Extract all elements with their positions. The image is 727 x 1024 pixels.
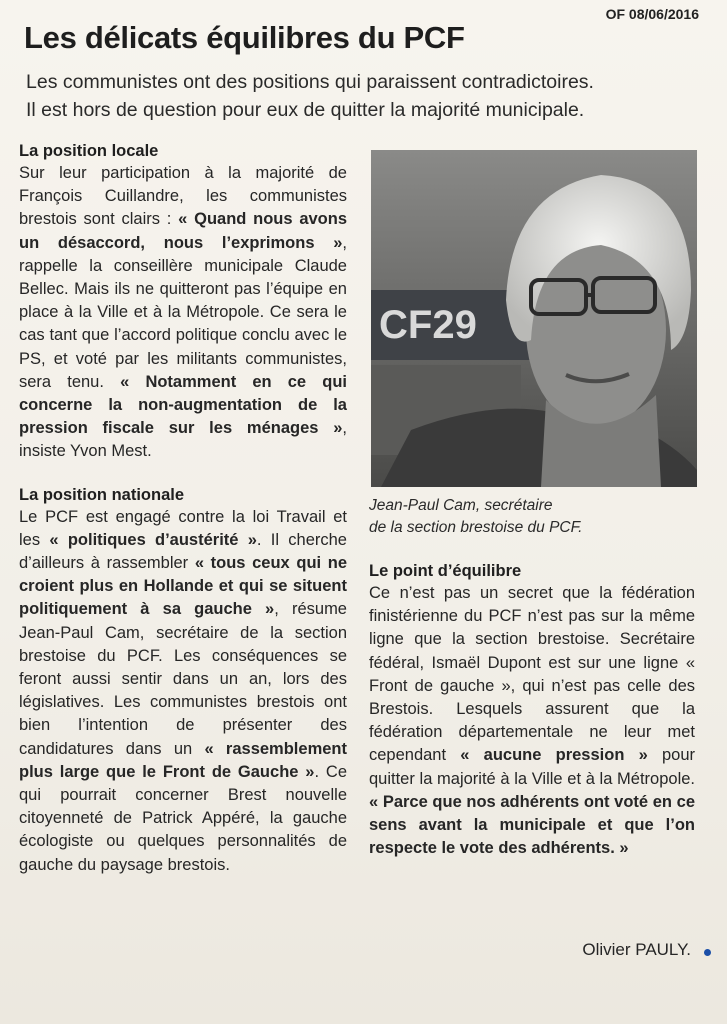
section-title-locale: La position locale	[19, 142, 159, 160]
right-column	[369, 560, 695, 860]
article-lede	[26, 68, 706, 124]
end-dot-icon	[704, 949, 711, 956]
caption-line: de la section brestoise du PCF.	[369, 519, 583, 536]
section-body-nationale: Le PCF est engagé contre la loi Travail et les « politiques d’austérité ». Il cherche d’ailleurs à rassembler « tous ceux qui ne croient plus en Hollande et qui se situent politiquement à sa gauche », résume Jean-Paul Cam, secrétaire de la section brestoise du PCF. Les conséquences se feront aussi sentir dans un an, lors des législatives. Les communistes brestois ont bien l’intention de présenter des candidatures dans un « rassemblement plus large que le Front de Gauche ». Ce qui pourrait concerner Brest nouvelle citoyenneté de Patrick Appéré, la gauche écologiste ou quelques personnalités de gauche du paysage brestois.	[19, 507, 347, 874]
article-headline: Les délicats équilibres du PCF	[24, 20, 465, 55]
banner-text: CF29	[379, 303, 477, 347]
caption-line: Jean-Paul Cam, secrétaire	[369, 497, 553, 514]
left-column	[19, 140, 347, 877]
portrait-photo	[371, 150, 697, 487]
section-title-equilibre: Le point d’équilibre	[369, 562, 522, 580]
section-body-equilibre: Ce n’est pas un secret que la fédération finistérienne du PCF n’est pas sur la même ligne que la section brestoise. Secrétaire fédéral, Ismaël Dupont est sur une ligne « Front de gauche », qui n’est pas celle des Brestois. Lesquels assurent que la fédération départementale ne leur met cependant « aucune pression » pour quitter la majorité à la Ville et à la Métropole. « Parce que nos adhérents ont voté en ce sens avant la municipale et que l’on respecte le vote des adhérents. »	[369, 584, 696, 858]
source-date: OF 08/06/2016	[605, 6, 699, 22]
lede-line: Il est hors de question pour eux de quitter la majorité municipale.	[26, 99, 585, 121]
section-body-locale: Sur leur participation à la majorité de François Cuillandre, les communistes brestois sont clairs : « Quand nous avons un désaccord, nous l’exprimons », rappelle la conseillère municipale Claude Bellec. Mais ils ne quitteront pas l’équipe en place à la Ville et à la Métropole. Ce sera le cas tant que l’accord politique conclu avec le PS, et voté par les militants communistes, sera tenu. « Notamment en ce qui concerne la non-augmentation de la pression fiscale sur les ménages », insiste Yvon Mest.	[19, 164, 348, 461]
section-title-nationale: La position nationale	[19, 485, 185, 504]
portrait-illustration	[371, 150, 697, 487]
lede-line: Les communistes ont des positions qui paraissent contradictoires.	[26, 71, 594, 93]
photo-caption	[369, 495, 699, 539]
author-byline: Olivier PAULY.	[582, 940, 691, 959]
